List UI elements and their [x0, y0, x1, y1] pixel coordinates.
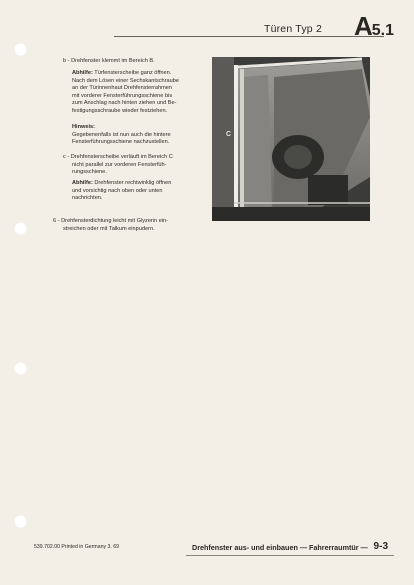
header-rule	[114, 36, 384, 37]
item-b-remedy	[72, 70, 204, 116]
text-line: Fensterführungsschiene nachzustellen.	[72, 139, 170, 146]
photo-label-c: C	[226, 131, 232, 138]
header-title: Türen Typ 2	[263, 23, 322, 35]
item-c	[63, 154, 203, 177]
text-line: 6 - Drehfensterdichtung leicht mit Glyzerin ein-	[53, 218, 169, 224]
text-line: Drehfenster rechtwinklig öffnen	[92, 180, 172, 186]
text-line: nicht parallel zur vorderen Fensterfüh-	[72, 161, 167, 168]
page-number: 9-3	[373, 541, 388, 552]
item-b-note	[72, 124, 204, 147]
text-line: und vorsichtig nach oben oder unten	[72, 187, 163, 194]
text-line: nachrichten.	[72, 195, 103, 202]
section-letter: A	[353, 11, 372, 41]
section-number: 5.1	[371, 22, 394, 39]
text-line: rungsschiene.	[72, 169, 107, 176]
text-line: festigungsschraube wieder festziehen.	[72, 107, 168, 114]
remedy-label: Abhilfe:	[72, 180, 93, 186]
window-photo-image	[212, 57, 370, 221]
text-line: Türfensterscheibe ganz öffnen.	[92, 70, 172, 76]
punch-hole	[14, 362, 27, 375]
item-6	[53, 218, 203, 233]
punch-hole	[14, 222, 27, 235]
footer-rule	[186, 555, 394, 556]
note-label: Hinweis:	[72, 124, 96, 130]
text-line: c - Drehfensterscheibe verläuft im Bereich C	[63, 154, 173, 160]
text-line: Nach dem Lösen einer Sechskantschraube	[72, 77, 179, 84]
text-line: zum Anschlag nach hinten ziehen und Be-	[72, 100, 177, 107]
section-mark	[354, 11, 394, 42]
text-line: an der Türinnenhaut Drehfensterrahmen	[72, 85, 173, 92]
remedy-label: Abhilfe:	[72, 70, 93, 76]
text-line: mit vorderer Fensterführungsschiene bis	[72, 92, 173, 99]
punch-hole	[14, 515, 27, 528]
window-photo	[212, 57, 370, 221]
footer-print-line: 539.702.00 Printed in Germany 3. 69	[34, 544, 120, 550]
footer-title: Drehfenster aus- und einbauen — Fahrerraumtür —	[192, 543, 368, 552]
item-b-title: b - Drehfenster klemmt im Bereich B.	[63, 58, 155, 64]
item-b	[63, 58, 203, 66]
text-line: streichen oder mit Talkum einpudern.	[63, 225, 155, 232]
text-line: Gegebenenfalls ist nun auch die hintere	[72, 131, 171, 138]
item-c-remedy	[72, 180, 204, 203]
punch-hole	[14, 43, 27, 56]
